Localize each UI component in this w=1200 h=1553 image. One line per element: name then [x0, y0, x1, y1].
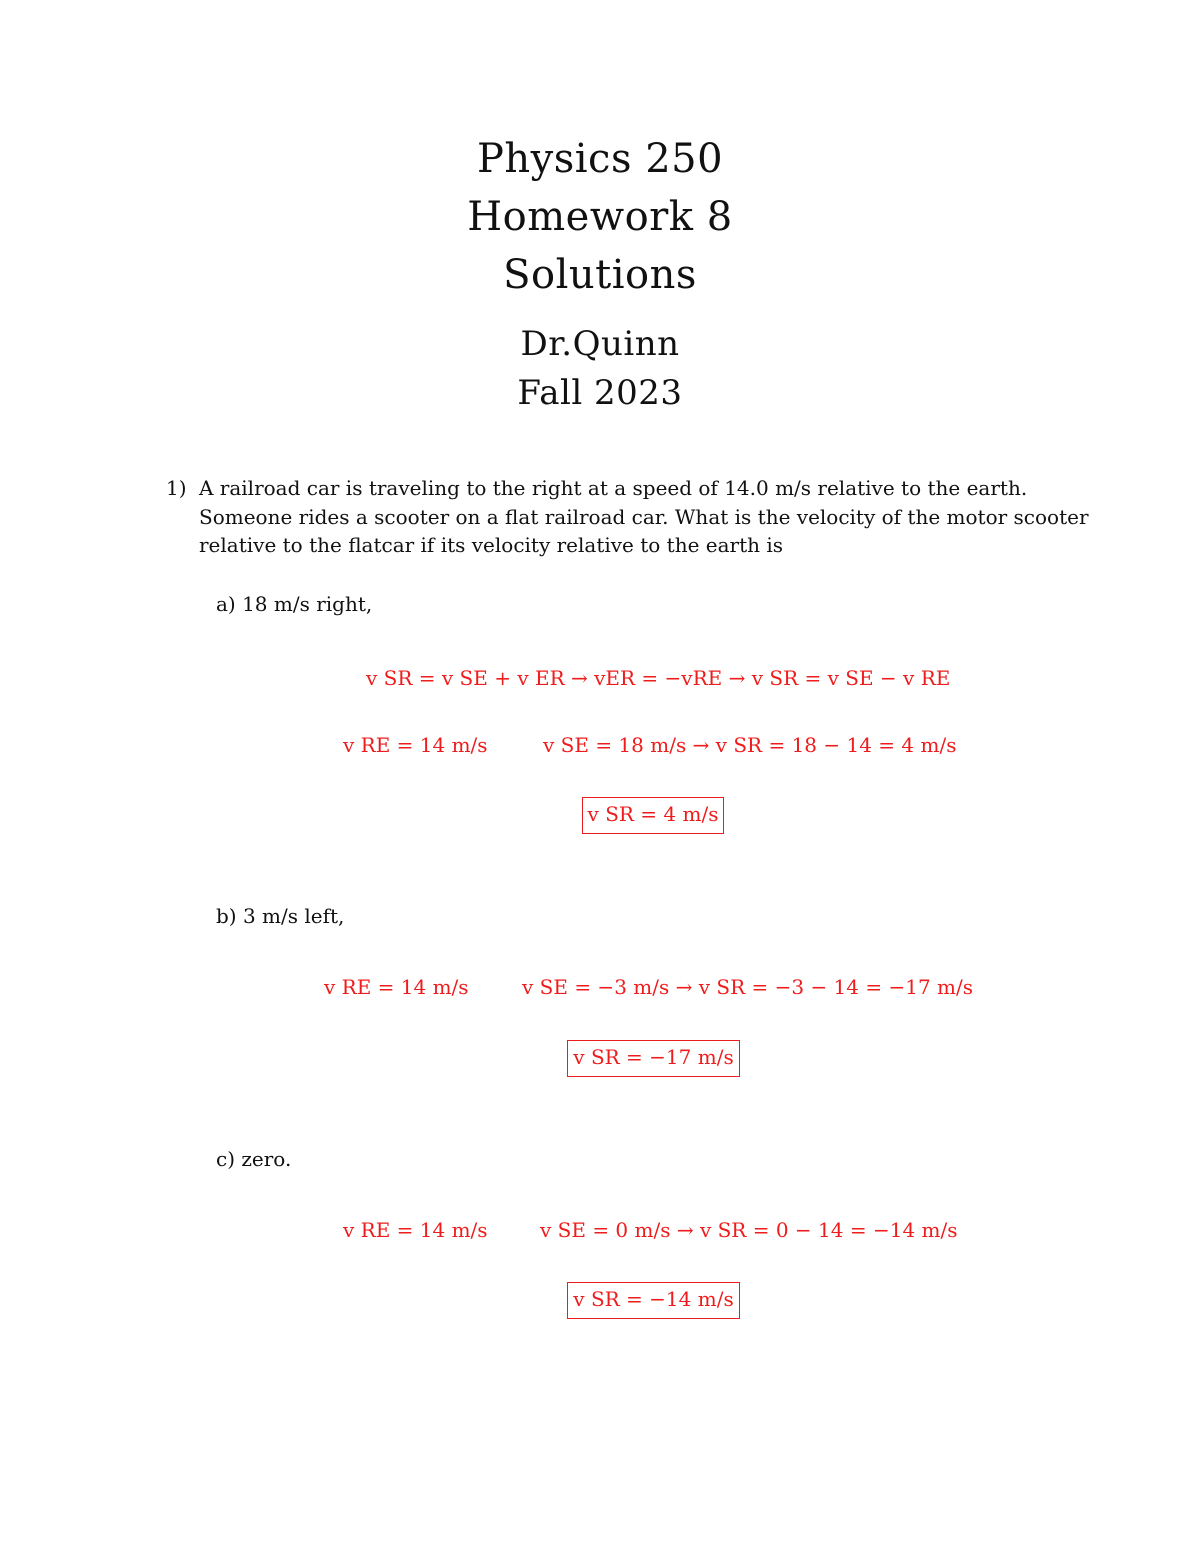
instructor-name: Dr.Quinn — [520, 324, 680, 364]
part-a-answer-box: v SR = 4 m/s — [582, 797, 724, 834]
part-b-answer-box: v SR = −17 m/s — [567, 1040, 740, 1077]
part-b-given-se: v SE = −3 m/s → v SR = −3 − 14 = −17 m/s — [522, 975, 974, 999]
part-b-given-re: v RE = 14 m/s — [324, 975, 469, 999]
part-a-given-se: v SE = 18 m/s → v SR = 18 − 14 = 4 m/s — [543, 733, 957, 757]
part-c-answer-box: v SR = −14 m/s — [567, 1282, 740, 1319]
problem-number: 1) — [166, 476, 187, 500]
part-c-given-re: v RE = 14 m/s — [343, 1218, 488, 1242]
problem-line: A railroad car is traveling to the right at a speed of 14.0 m/s relative to the earth. — [199, 476, 1028, 500]
problem-line: relative to the flatcar if its velocity relative to the earth is — [199, 533, 784, 557]
course-title: Physics 250 — [476, 136, 724, 182]
term: Fall 2023 — [517, 373, 683, 413]
document-type: Solutions — [503, 252, 697, 298]
part-c-label: c) zero. — [216, 1147, 292, 1171]
part-c-given-se: v SE = 0 m/s → v SR = 0 − 14 = −14 m/s — [540, 1218, 958, 1242]
problem-line: Someone rides a scooter on a flat railroad car. What is the velocity of the motor scooter — [199, 504, 1089, 529]
part-a-label: a) 18 m/s right, — [216, 592, 373, 616]
part-a-given-re: v RE = 14 m/s — [343, 733, 488, 757]
problem-statement — [199, 474, 1089, 560]
part-a-derivation: v SR = v SE + v ER → vER = −vRE → v SR = v SE − v RE — [366, 666, 951, 690]
assignment-title: Homework 8 — [467, 194, 733, 240]
part-b-label: b) 3 m/s left, — [216, 904, 345, 928]
